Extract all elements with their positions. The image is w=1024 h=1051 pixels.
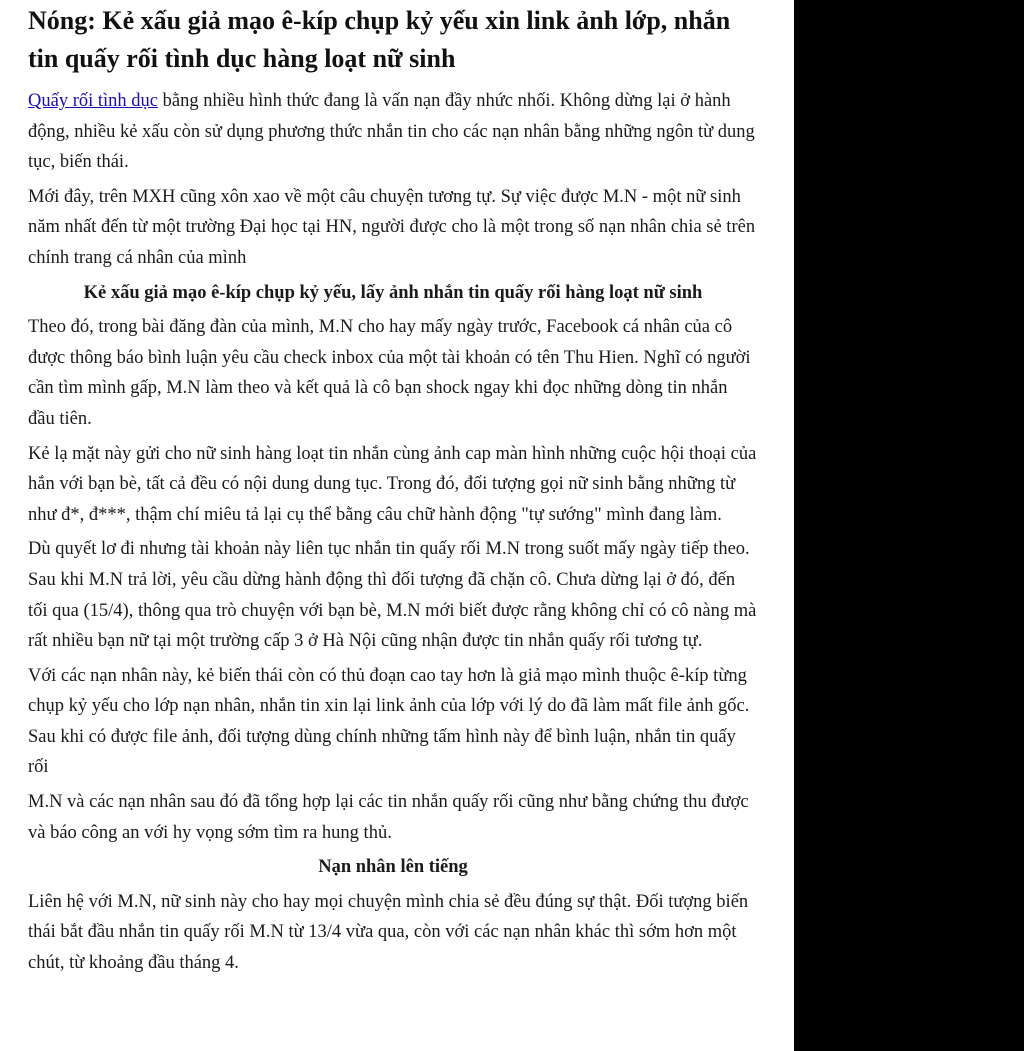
- article-title: Nóng: Kẻ xấu giả mạo ê-kíp chụp kỷ yếu xin link ảnh lớp, nhắn tin quấy rối tình dục hàng loạt nữ sinh: [28, 6, 731, 73]
- sexual-harassment-link[interactable]: Quấy rối tình dục: [28, 91, 158, 111]
- paragraph-6: Với các nạn nhân này, kẻ biến thái còn có thủ đoạn cao tay hơn là giả mạo mình thuộc ê-kíp từng chụp kỷ yếu cho lớp nạn nhân, nhắn tin xin lại link ảnh của lớp với lý do đã làm mất file ảnh gốc. Sau khi có được file ảnh, đối tượng dùng chính những tấm hình này để bình luận, nhắn tin quấy rối: [28, 665, 750, 778]
- right-black-margin: [794, 0, 1024, 1051]
- paragraph-7: M.N và các nạn nhân sau đó đã tổng hợp lại các tin nhắn quấy rối cũng như bằng chứng thu được và báo công an với hy vọng sớm tìm ra hung thủ.: [28, 792, 749, 843]
- section-heading-impersonation: Kẻ xấu giả mạo ê-kíp chụp kỷ yếu, lấy ảnh nhắn tin quấy rối hàng loạt nữ sinh: [83, 282, 703, 303]
- paragraph-intro: [28, 86, 758, 178]
- paragraph-2: Mới đây, trên MXH cũng xôn xao về một câu chuyện tương tự. Sự việc được M.N - một nữ sinh năm nhất đến từ một trường Đại học tại HN, người được cho là một trong số nạn nhân chia sẻ trên chính trang cá nhân của mình: [28, 186, 756, 268]
- paragraph-3: Theo đó, trong bài đăng đàn của mình, M.N cho hay mấy ngày trước, Facebook cá nhân của cô được thông báo bình luận yêu cầu check inbox của một tài khoản có tên Thu Hien. Nghĩ có người cần tìm mình gấp, M.N làm theo và kết quả là cô bạn shock ngay khi đọc những dòng tin nhắn đầu tiên.: [28, 317, 751, 429]
- paragraph-8: Liên hệ với M.N, nữ sinh này cho hay mọi chuyện mình chia sẻ đều đúng sự thật. Đối tượng biến thái bắt đầu nhắn tin quấy rối M.N từ 13/4 vừa qua, còn với các nạn nhân khác thì sớm hơn một chút, từ khoảng đầu tháng 4.: [28, 891, 749, 974]
- paragraph-intro-text: bằng nhiều hình thức đang là vấn nạn đầy nhức nhối. Không dừng lại ở hành động, nhiều kẻ xấu còn sử dụng phương thức nhắn tin cho các nạn nhân bằng những ngôn từ dung tục, biến thái.: [28, 91, 755, 173]
- paragraph-5: Dù quyết lơ đi nhưng tài khoản này liên tục nhắn tin quấy rối M.N trong suốt mấy ngày tiếp theo. Sau khi M.N trả lời, yêu cầu dừng hành động thì đối tượng đã chặn cô. Chưa dừng lại ở đó, đến tối qua (15/4), thông qua trò chuyện với bạn bè, M.N mới biết được rằng không chỉ có cô nàng mà rất nhiều bạn nữ tại một trường cấp 3 ở Hà Nội cũng nhận được tin nhắn quấy rối tương tự.: [28, 539, 757, 652]
- section-heading-victim-speaks: Nạn nhân lên tiếng: [318, 857, 468, 878]
- article-content: [28, 2, 758, 983]
- paragraph-4: Kẻ lạ mặt này gửi cho nữ sinh hàng loạt tin nhắn cùng ảnh cap màn hình những cuộc hội thoại của hắn với bạn bè, tất cả đều có nội dung dung tục. Trong đó, đối tượng gọi nữ sinh bằng những từ như đ*, đ***, thậm chí miêu tả lại cụ thể bằng câu chữ hành động "tự sướng" mình đang làm.: [28, 443, 757, 525]
